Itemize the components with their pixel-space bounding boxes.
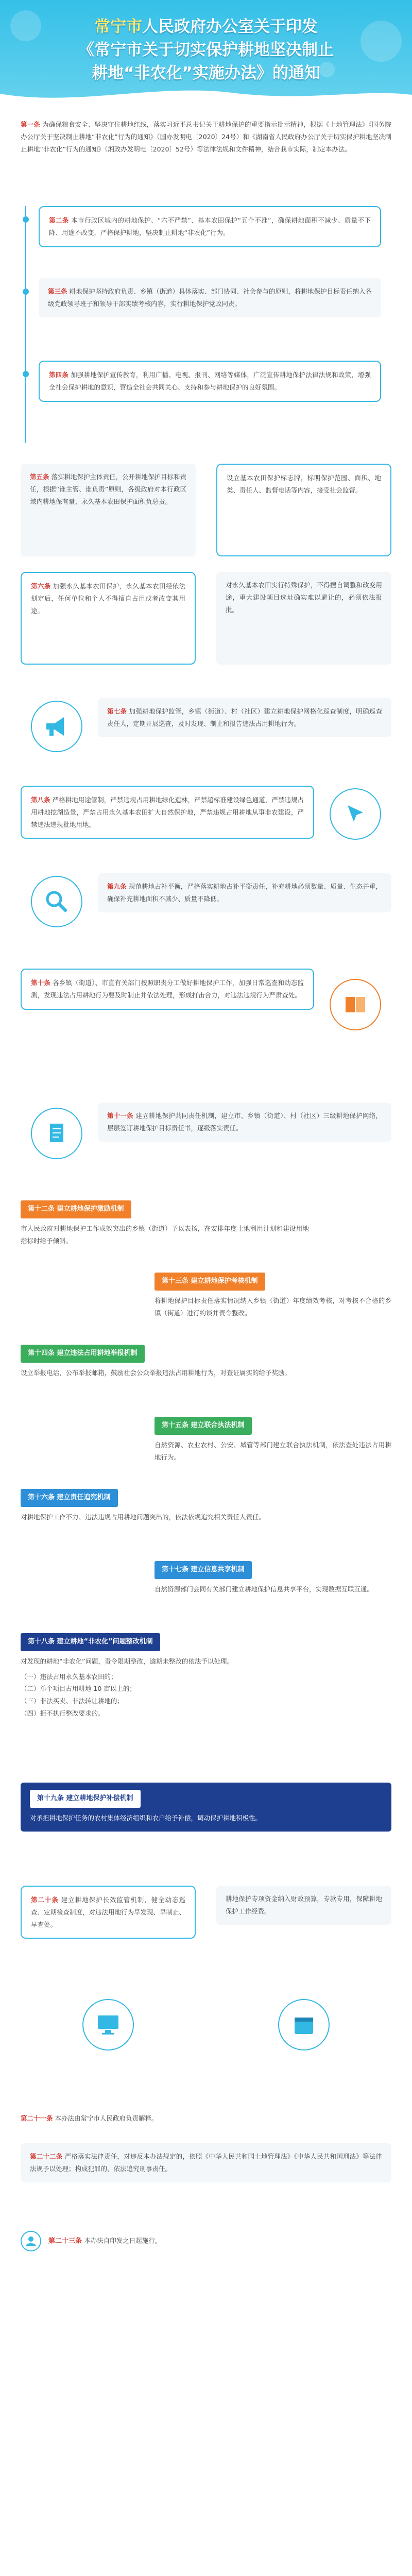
article-11: 第十一条 建立耕地保护共同责任机制，建立市、乡镇（街道）、村（社区）三级耕地保护网络，层层签订耕地保护目标责任书，逐级落实责任。 <box>0 1097 412 1180</box>
list-item: （一）违法占用永久基本农田的； <box>21 1672 117 1681</box>
list-item: （二）单个项目占用耕地 10 亩以上的； <box>21 1685 136 1693</box>
article-4: 第四条 加强耕地保护宣传教育，利用广播、电视、报刊、网络等媒体，广泛宣传耕地保护法律法规和政策，增强全社会保护耕地的意识，营造全社会共同关心、支持和参与耕地保护的良好氛围。 <box>0 361 412 402</box>
megaphone-icon <box>31 701 82 752</box>
article-8: 第八条 严格耕地用途管制，严禁违规占用耕地绿化造林，严禁超标准建设绿色通道，严禁违规占用耕地挖湖造景，严禁占用永久基本农田扩大自然保护地，严禁违规占用耕地从事非农建设，严禁违法违规批地用地。 <box>0 783 412 850</box>
article-3: 第三条 耕地保护坚持政府负责、乡镇（街道）具体落实、部门协同、社会参与的原则，将耕地保护目标责任纳入各级党政领导班子和领导干部实绩考核内容，实行耕地保护党政同责。 <box>0 278 412 317</box>
article-17-title: 第十七条 建立信息共享机制 <box>154 1561 252 1579</box>
article-6b-card: 对永久基本农田实行特殊保护，不得擅自调整和改变用途，重大建设项目选址确实难以避让的，必须依法报批。 <box>216 572 391 665</box>
article-16: 第十六条 建立责任追究机制 对耕地保护工作不力、违法违规占用耕地问题突出的，依法依规追究相关责任人责任。 <box>0 1489 412 1523</box>
article-15-title: 第十五条 建立联合执法机制 <box>154 1417 252 1435</box>
article-12-title: 第十二条 建立耕地保护激励机制 <box>21 1200 131 1218</box>
article-20b-card: 耕地保护专项资金纳入财政预算，专款专用，保障耕地保护工作经费。 <box>216 1886 391 1925</box>
article-5-card: 第五条 落实耕地保护主体责任，公开耕地保护目标和责任，根据“谁主管、谁负责”原则，各级政府对本行政区域内耕地保有量、永久基本农田保护面积负总责。 <box>21 464 196 556</box>
article-18: 第十八条 建立耕地“非农化”问题整改机制 对发现的耕地“非农化”问题，责令限期整改，逾期未整改的依法予以处理。 （一）违法占用永久基本农田的； （二）单个项目占用耕地 10 亩以上的； （三）非法买卖、非法转让耕地的； （四）拒不执行整改要求的。 <box>0 1633 412 1720</box>
article-16-title: 第十六条 建立责任追究机制 <box>21 1489 118 1507</box>
article-13: 第十三条 建立耕地保护考核机制 将耕地保护目标责任落实情况纳入乡镇（街道）年度绩效考核，对考核不合格的乡镇（街道）进行约谈并责令整改。 <box>0 1273 412 1319</box>
book-icon <box>330 979 381 1030</box>
article-7: 第七条 加强耕地保护监管，乡镇（街道）、村（社区）建立耕地保护网格化巡查制度，明确巡查责任人，定期开展巡查，及时发现、制止和报告违法占用耕地行为。 <box>0 696 412 762</box>
article-text: 为确保粮食安全、坚决守住耕地红线，落实习近平总书记关于耕地保护的重要指示批示精神，根据《土地管理法》《国务院办公厅关于坚决制止耕地“非农化”行为的通知》（国办发明电〔2020〕24号）和《湖南省人民政府办公厅关于切实保护耕地坚决制止耕地“非农化”行为的通知》（湘政办发明电〔2020〕52号）等法律法规和文件精神，结合我市实际，制定本办法。 <box>21 121 391 153</box>
article-9: 第九条 规范耕地占补平衡，严格落实耕地占补平衡责任，补充耕地必须数量、质量、生态并重，确保补充耕地面积不减少、质量不降低。 <box>0 871 412 938</box>
articles-5-6 <box>0 464 412 670</box>
article-14: 第十四条 建立违法占用耕地举报机制 设立举报电话，公布举报邮箱，鼓励社会公众举报违法占用耕地行为，对查证属实的给予奖励。 <box>0 1345 412 1379</box>
list-item: （四）拒不执行整改要求的。 <box>21 1709 105 1717</box>
calendar-icon <box>278 1999 330 2050</box>
people-icon <box>21 2231 41 2251</box>
article-21: 第二十一条 本办法由常宁市人民政府负责解释。 <box>21 2114 158 2122</box>
article-19: 第十九条 建立耕地保护补偿机制 对承担耕地保护任务的农村集体经济组织和农户给予补偿，调动保护耕地积极性。 <box>0 1783 412 1832</box>
magnifier-icon <box>31 876 82 927</box>
article-20-card: 第二十条 建立耕地保护长效监管机制，健全动态巡查、定期检查制度，对违法用地行为早发现、早制止、早查处。 <box>21 1886 196 1939</box>
article-5b-card: 设立基本农田保护标志牌，标明保护范围、面积、地类、责任人、监督电话等内容，接受社会监督。 <box>216 464 391 556</box>
article-14-title: 第十四条 建立违法占用耕地举报机制 <box>21 1345 145 1363</box>
article-10: 第十条 各乡镇（街道）、市直有关部门按照职责分工做好耕地保护工作，加强日常巡查和动态监测，发现违法占用耕地行为要及时制止并依法处理，形成打击合力，对违法违规行为严肃查处。 <box>0 969 412 1082</box>
document-icon <box>31 1108 82 1159</box>
article-2: 第二条 本市行政区域内的耕地保护、“六不严禁”、基本农田保护“五个不准”，确保耕地面积不减少、质量不下降、用途不改变，严格保护耕地，坚决制止耕地“非农化”行为。 <box>0 206 412 247</box>
article-17: 第十七条 建立信息共享机制 自然资源部门会同有关部门建立耕地保护信息共享平台，实现数据互联互通。 <box>0 1561 412 1596</box>
article-13-title: 第十三条 建立耕地保护考核机制 <box>154 1273 265 1291</box>
article-22: 第二十二条 严格落实法律责任，对违反本办法规定的，依照《中华人民共和国土地管理法》《中华人民共和国刑法》等法律法规予以处理；构成犯罪的，依法追究刑事责任。 <box>0 2143 412 2182</box>
article-20 <box>0 1886 412 2092</box>
wave-divider <box>0 83 412 104</box>
article-15: 第十五条 建立联合执法机制 自然资源、农业农村、公安、城管等部门建立联合执法机制，依法查处违法占用耕地行为。 <box>0 1417 412 1463</box>
article-label: 第一条 <box>21 121 41 128</box>
article-19-title: 第十九条 建立耕地保护补偿机制 <box>30 1790 141 1808</box>
page-title: 常宁市人民政府办公室关于印发 《常宁市关于切实保护耕地坚决制止 耕地“非农化”实施办法》的通知 <box>78 18 334 82</box>
article-18-title: 第十八条 建立耕地“非农化”问题整改机制 <box>21 1633 160 1651</box>
article-12: 第十二条 建立耕地保护激励机制 市人民政府对耕地保护工作成效突出的乡镇（街道）予以表扬，在安排年度土地利用计划和建设用地指标时给予倾斜。 <box>0 1200 412 1247</box>
article-23: 第二十三条 本办法自印发之日起施行。 <box>0 2231 412 2251</box>
list-item: （三）非法买卖、非法转让耕地的； <box>21 1697 124 1705</box>
article-18-list <box>21 1671 309 1720</box>
landscape-illustration <box>0 2277 412 2576</box>
cursor-icon <box>330 788 381 840</box>
header-banner <box>0 0 412 103</box>
article-6-card: 第六条 加强永久基本农田保护，永久基本农田经依法划定后，任何单位和个人不得擅自占用或者改变其用途。 <box>21 572 196 665</box>
computer-icon <box>82 1999 134 2050</box>
article-1 <box>0 118 412 155</box>
